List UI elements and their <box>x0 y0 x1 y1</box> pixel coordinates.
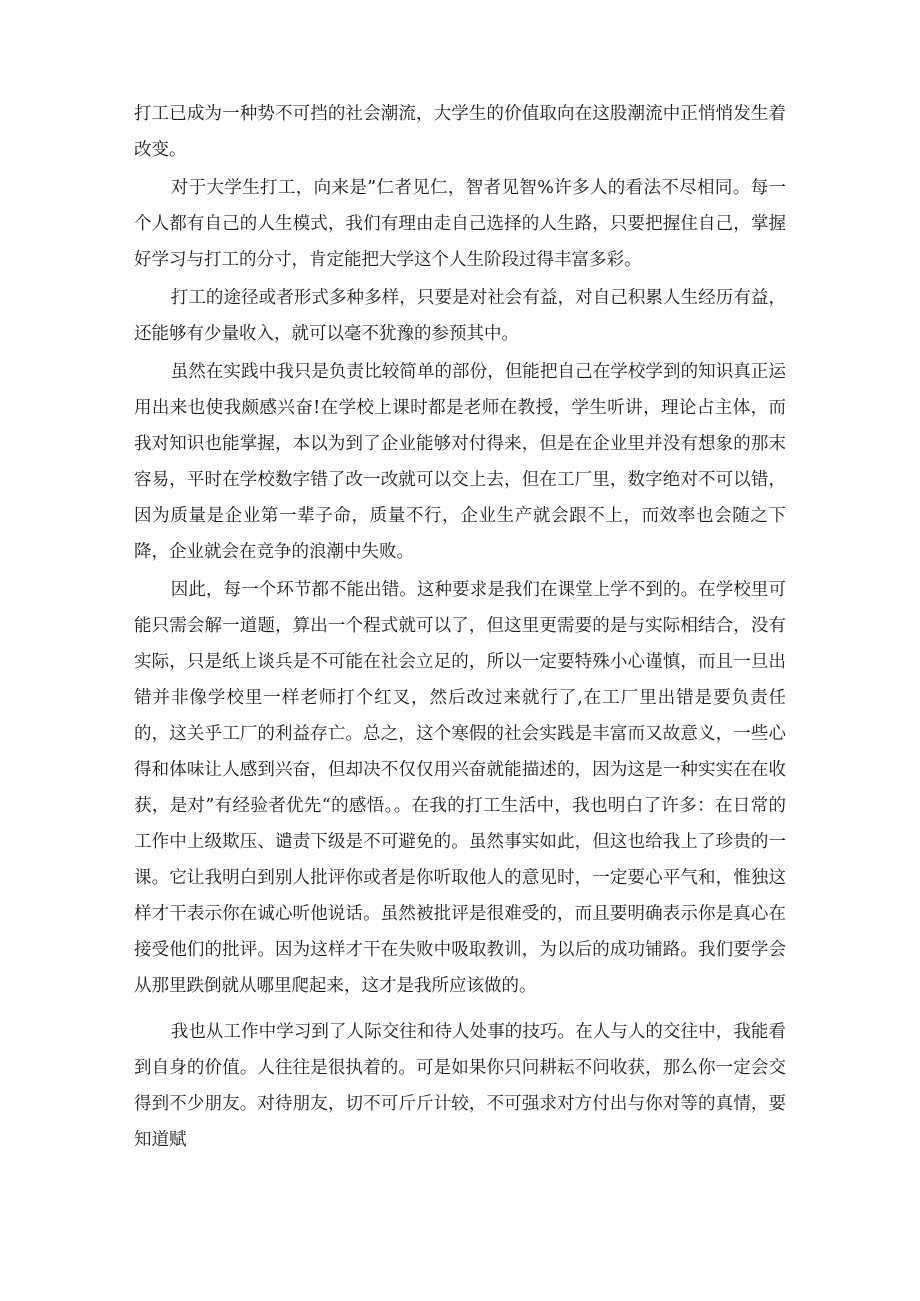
paragraph-6: 我也从工作中学习到了人际交往和待人处事的技巧。在人与人的交往中，我能看到自身的价值。人往往是很执着的。可是如果你只问耕耘不问收获，那么你一定会交得到不少朋友。对待朋友，切不可斤斤计较，不可强求对方付出与你对等的真情，要知道赋 <box>134 1022 786 1150</box>
paragraph-2: 对于大学生打工，向来是”仁者见仁，智者见智%许多人的看法不尽相同。每一个人都有自己的人生模式，我们有理由走自己选择的人生路，只要把握住自己，掌握好学习与打工的分寸，肯定能把大学这个人生阶段过得丰富多彩。 <box>134 178 786 270</box>
paragraph-5: 因此，每一个环节都不能出错。这种要求是我们在课堂上学不到的。在学校里可能只需会解一道题，算出一个程式就可以了，但这里更需要的是与实际相结合，没有实际，只是纸上谈兵是不可能在社会立足的，所以一定要特殊小心谨慎，而且一旦出错并非像学校里一样老师打个红叉，然后改过来就行了,在工厂里出错是要负责任的，这关乎工厂的利益存亡。总之，这个寒假的社会实践是丰富而又故意义，一些心得和体味让人感到兴奋，但却决不仅仅用兴奋就能描述的，因为这是一种实实在在收获，是对”有经验者优先“的感悟。。在我的打工生活中，我也明白了许多：在日常的工作中上级欺压、谴责下级是不可避免的。虽然事实如此，但这也给我上了珍贵的一课。它让我明白到别人批评你或者是你听取他人的意见时，一定要心平气和，惟独这样才干表示你在诚心听他说话。虽然被批评是很难受的，而且要明确表示你是真心在接受他们的批评。因为这样才干在失败中吸取教训，为以后的成功铺路。我们要学会从那里跌倒就从哪里爬起来，这才是我所应该做的。 <box>134 580 786 996</box>
paragraph-4: 虽然在实践中我只是负责比较简单的部份，但能把自己在学校学到的知识真正运用出来也使我颇感兴奋!在学校上课时都是老师在教授，学生听讲，理论占主体，而我对知识也能掌握，本以为到了企业能够对付得来，但是在企业里并没有想象的那末容易，平时在学校数字错了改一改就可以交上去，但在工厂里，数字绝对不可以错，因为质量是企业第一辈子命，质量不行，企业生产就会跟不上，而效率也会随之下降，企业就会在竞争的浪潮中失败。 <box>134 362 786 562</box>
document-body <box>134 96 786 1160</box>
paragraph-1: 打工已成为一种势不可挡的社会潮流，大学生的价值取向在这股潮流中正悄悄发生着改变。 <box>134 104 786 160</box>
paragraph-3: 打工的途径或者形式多种多样，只要是对社会有益，对自己积累人生经历有益，还能够有少量收入，就可以毫不犹豫的参预其中。 <box>134 288 786 344</box>
